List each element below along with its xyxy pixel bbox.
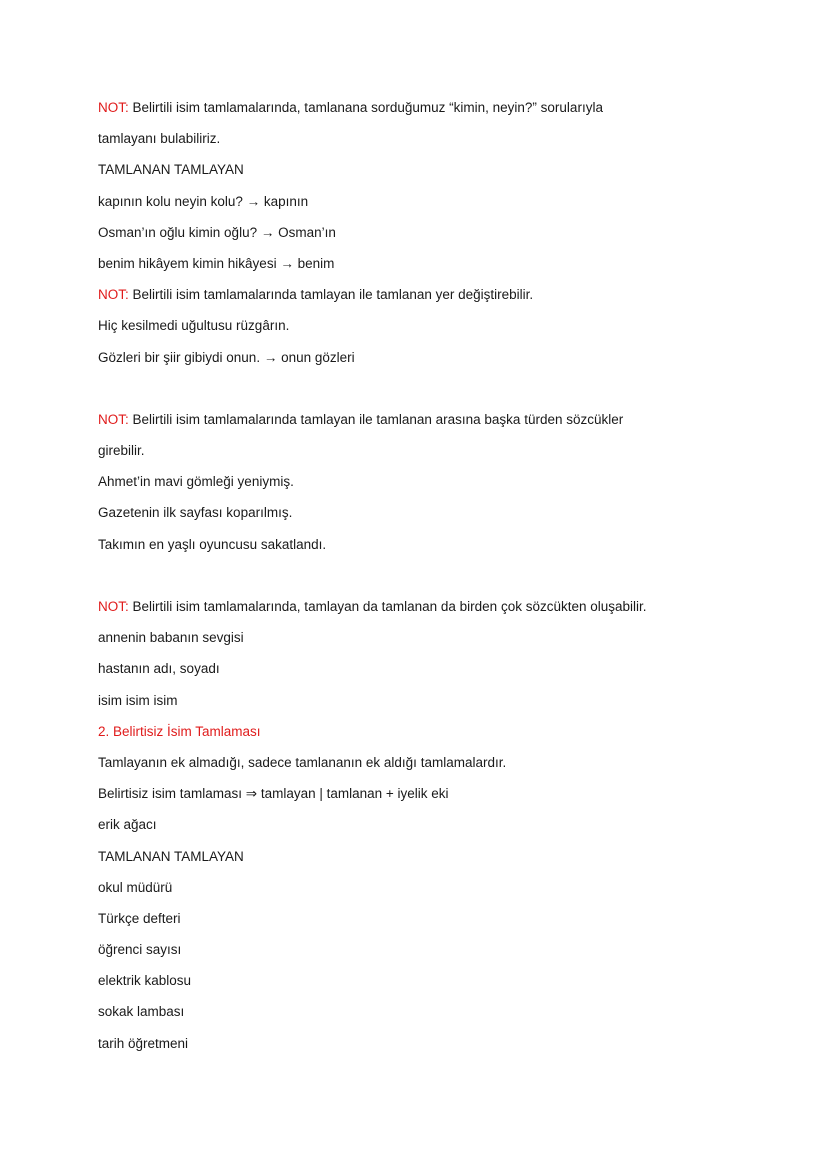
text-line: elektrik kablosu	[98, 973, 192, 989]
text-line: Osman’ın oğlu kimin oğlu? → Osman’ın	[98, 224, 336, 240]
note-label: NOT:	[98, 287, 129, 303]
blank-line	[98, 566, 778, 597]
document-page	[98, 98, 778, 1065]
note-text: Belirtili isim tamlamalarında, tamlanana sorduğumuz “kimin, neyin?” sorularıyla	[128, 100, 603, 115]
note-label: NOT:	[98, 599, 129, 614]
text-line: annenin babanın sevgisi	[98, 630, 244, 646]
note-line	[98, 98, 778, 129]
note-text: Belirtili isim tamlamalarında, tamlayan da tamlanan da birden çok sözcükten oluşabilir.	[128, 599, 647, 614]
text-line: girebilir.	[98, 443, 145, 459]
text-line: öğrenci sayısı	[98, 942, 182, 958]
note-line	[98, 597, 778, 628]
text-line: Hiç kesilmedi uğultusu rüzgârın.	[98, 318, 290, 334]
text-line: tarih öğretmeni	[98, 1035, 189, 1051]
text-line: isim isim isim	[98, 692, 178, 708]
text-line: TAMLANAN TAMLAYAN	[98, 848, 244, 864]
note-label: NOT:	[98, 100, 129, 115]
text-line: Gazetenin ilk sayfası koparılmış.	[98, 505, 293, 521]
text-line: Ahmet’in mavi gömleği yeniymiş.	[98, 474, 294, 490]
section-heading: 2. Belirtisiz İsim Tamlaması	[98, 723, 261, 739]
text-line: okul müdürü	[98, 879, 173, 895]
note-line	[98, 410, 778, 441]
text-line: Belirtisiz isim tamlaması ⇒ tamlayan | tamlanan + iyelik eki	[98, 786, 449, 802]
note-line	[98, 285, 778, 316]
note-label: NOT:	[98, 411, 129, 427]
blank-line	[98, 379, 778, 410]
note-text: Belirtili isim tamlamalarında tamlayan ile tamlanan arasına başka türden sözcükler	[128, 411, 624, 427]
text-line: Türkçe defteri	[98, 910, 181, 926]
text-line: sokak lambası	[98, 1004, 185, 1020]
text-line: Takımın en yaşlı oyuncusu sakatlandı.	[98, 536, 327, 552]
text-line: benim hikâyem kimin hikâyesi → benim	[98, 255, 335, 271]
text-line: tamlayanı bulabiliriz.	[98, 131, 221, 147]
text-line: Tamlayanın ek almadığı, sadece tamlananın ek aldığı tamlamalardır.	[98, 754, 507, 770]
text-line: erik ağacı	[98, 817, 157, 833]
text-line: TAMLANAN TAMLAYAN	[98, 162, 244, 178]
note-text: Belirtili isim tamlamalarında tamlayan ile tamlanan yer değiştirebilir.	[128, 287, 534, 303]
text-line: hastanın adı, soyadı	[98, 661, 220, 677]
text-line: kapının kolu neyin kolu? → kapının	[98, 193, 309, 209]
text-line: Gözleri bir şiir gibiydi onun. → onun gözleri	[98, 349, 355, 365]
